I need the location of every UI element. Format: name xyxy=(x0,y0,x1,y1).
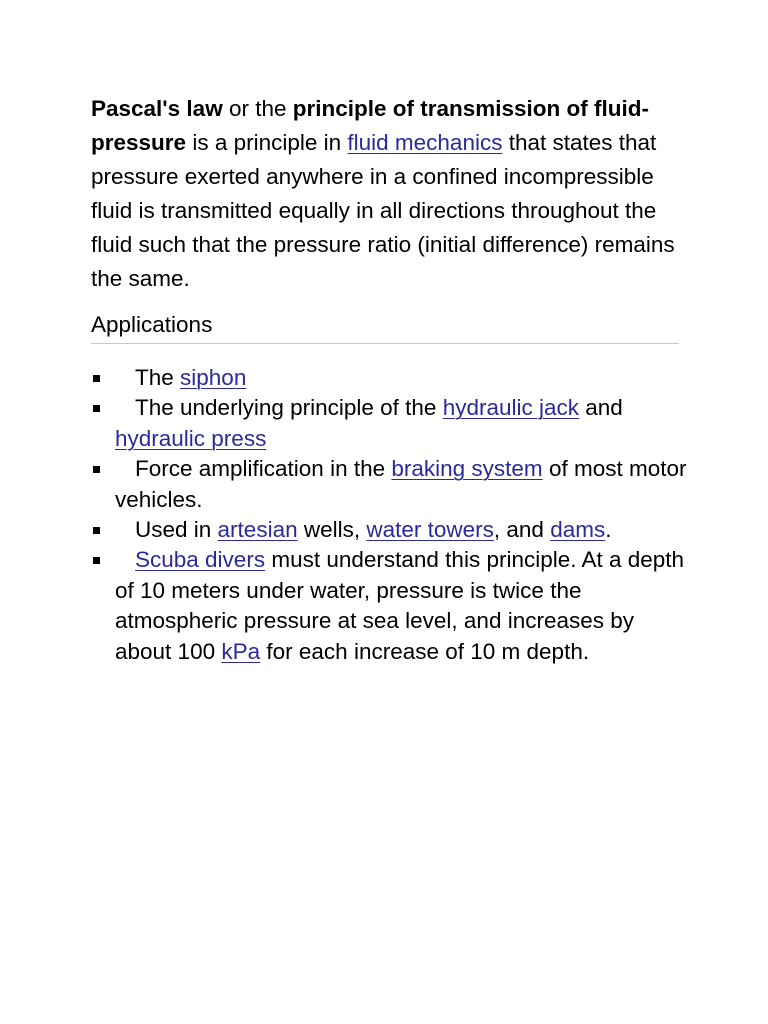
item-text: for each increase of 10 m depth. xyxy=(260,638,590,664)
intro-paragraph xyxy=(91,92,691,296)
applications-heading: Applications xyxy=(91,310,679,344)
intro-text-or: or the xyxy=(222,96,293,121)
square-bullet-icon xyxy=(93,527,100,534)
link-hydraulic-jack[interactable]: hydraulic jack xyxy=(442,395,579,421)
link-scuba-divers[interactable]: Scuba divers xyxy=(135,547,266,573)
link-kpa[interactable]: kPa xyxy=(221,638,261,664)
applications-list xyxy=(91,363,691,667)
link-fluid-mechanics[interactable]: fluid mechanics xyxy=(347,130,503,155)
item-text: The underlying principle of the xyxy=(135,395,443,421)
square-bullet-icon xyxy=(93,375,100,382)
square-bullet-icon xyxy=(93,405,100,412)
link-dams[interactable]: dams xyxy=(550,517,606,543)
item-text: , and xyxy=(493,517,551,543)
item-text: Used in xyxy=(135,517,218,543)
square-bullet-icon xyxy=(93,466,100,473)
list-item-artesian xyxy=(91,515,691,545)
item-text: . xyxy=(605,517,612,543)
link-siphon[interactable]: siphon xyxy=(180,365,247,390)
item-text: must understand this principle. At a depth of 10 meters under water, pressure is twice the atmospheric pressure at sea level, and increases by about 100 xyxy=(115,547,685,664)
intro-text-is: is a principle in xyxy=(186,130,348,155)
square-bullet-icon xyxy=(93,557,100,564)
link-artesian[interactable]: artesian xyxy=(217,517,298,543)
link-hydraulic-press[interactable]: hydraulic press xyxy=(115,425,267,451)
list-item-braking xyxy=(91,454,691,515)
list-item-scuba xyxy=(91,545,691,667)
item-text: and xyxy=(579,395,623,421)
term-pascals-law: Pascal's law xyxy=(91,96,223,121)
item-text: Force amplification in the xyxy=(135,456,392,482)
link-water-towers[interactable]: water towers xyxy=(366,517,494,543)
link-braking-system[interactable]: braking system xyxy=(391,456,543,482)
list-item-hydraulic xyxy=(91,393,691,454)
list-item-siphon xyxy=(91,363,691,393)
term-principle-transmission: principle of transmission of fluid-pressure xyxy=(91,96,650,155)
intro-text-rest: that states that pressure exerted anywhere in a confined incompressible fluid is transmitted equally in all directions throughout the fluid such that the pressure ratio (initial difference) remains the same. xyxy=(91,130,675,291)
item-text: wells, xyxy=(297,517,367,543)
item-text: The xyxy=(135,365,181,390)
item-text: of most motor vehicles. xyxy=(115,456,687,512)
